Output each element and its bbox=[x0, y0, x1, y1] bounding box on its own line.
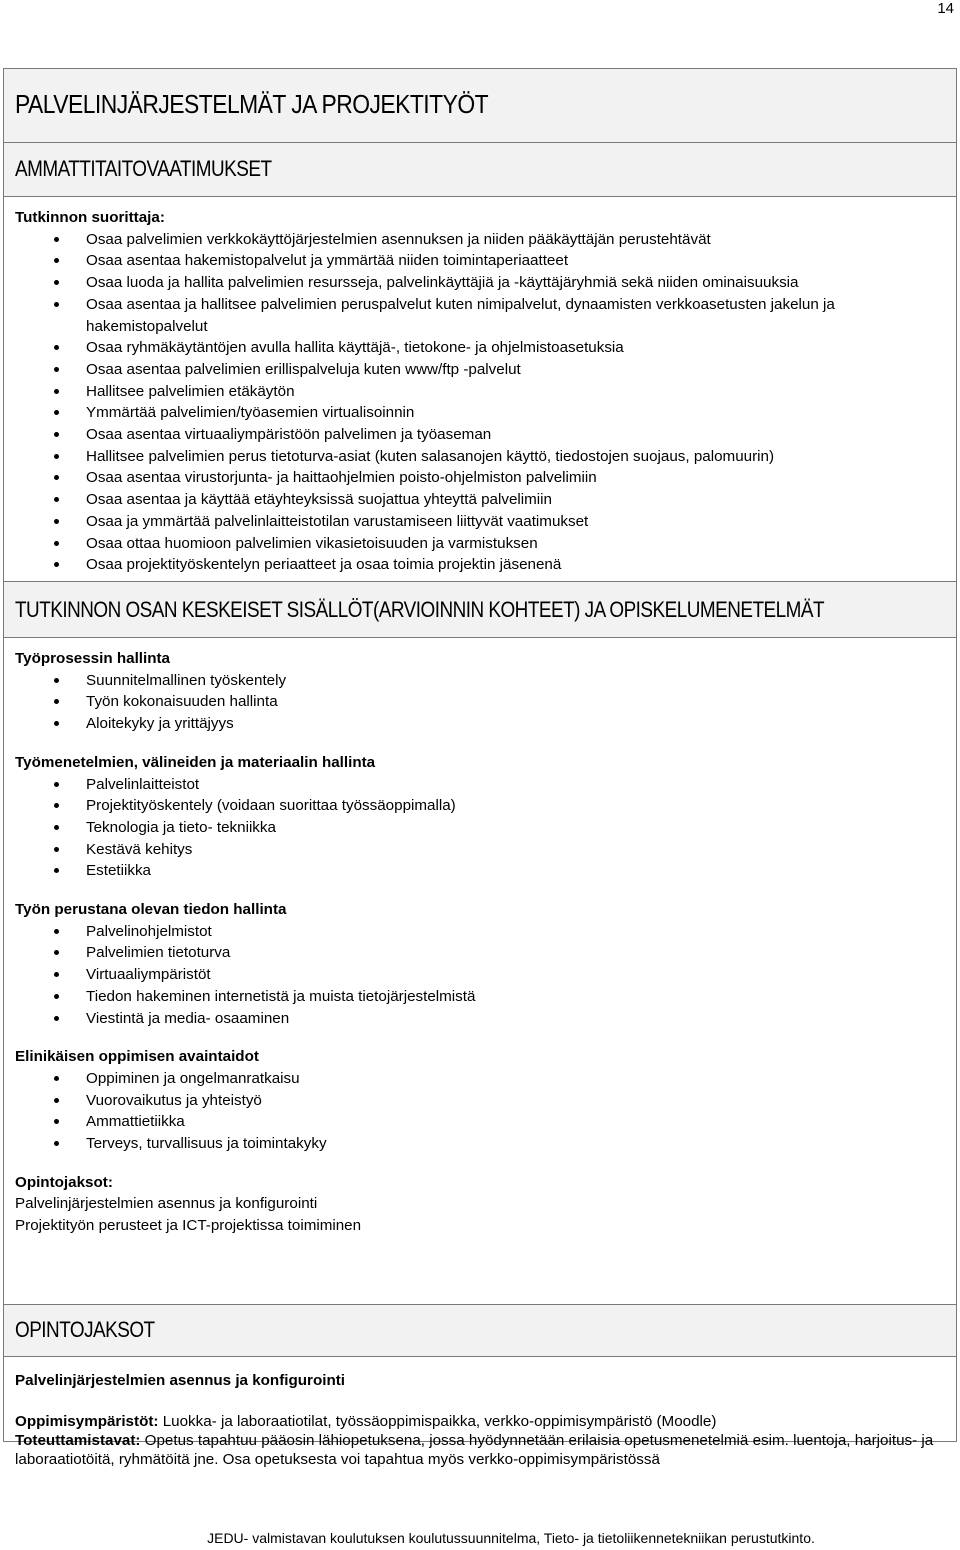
list-item: Työn kokonaisuuden hallinta bbox=[15, 691, 950, 713]
section-content-ammattitaitovaatimukset bbox=[4, 196, 956, 581]
list-item: Terveys, turvallisuus ja toimintakyky bbox=[15, 1133, 950, 1155]
list-item: Osaa ottaa huomioon palvelimien vikasietoisuuden ja varmistuksen bbox=[15, 533, 950, 555]
course-title: Palvelinjärjestelmien asennus ja konfigurointi bbox=[15, 1372, 346, 1389]
group-list bbox=[15, 1068, 950, 1155]
list-item: Osaa asentaa ja käyttää etäyhteyksissä suojattua yhteyttä palvelimiin bbox=[15, 489, 950, 511]
document-table bbox=[3, 68, 957, 1468]
skills-block bbox=[15, 207, 950, 576]
list-item: Ymmärtää palvelimien/työasemien virtualisoinnin bbox=[15, 402, 950, 424]
page-title: PALVELINJÄRJESTELMÄT JA PROJEKTITYÖT bbox=[15, 89, 489, 119]
learning-environment bbox=[15, 1412, 950, 1431]
title-row bbox=[4, 69, 956, 142]
list-item: Tiedon hakeminen internetistä ja muista tietojärjestelmistä bbox=[15, 986, 950, 1008]
list-item: Hallitsee palvelimien etäkäytön bbox=[15, 381, 950, 403]
impl-label: Toteuttamistavat: bbox=[15, 1432, 141, 1449]
footer-text: JEDU- valmistavan koulutuksen koulutussuunnitelma, Tieto- ja tietoliikennetekniikan perustutkinto. bbox=[207, 1530, 815, 1546]
list-item: Osaa asentaa virustorjunta- ja haittaohjelmien poisto-ohjelmiston palvelimiin bbox=[15, 467, 950, 489]
list-item: Osaa palvelimien verkkokäyttöjärjestelmien asennuksen ja niiden pääkäyttäjän perustehtävät bbox=[15, 229, 950, 251]
group-list bbox=[15, 774, 950, 883]
list-item: Osaa asentaa virtuaaliympäristöön palvelimen ja työaseman bbox=[15, 424, 950, 446]
list-item: Osaa projektityöskentelyn periaatteet ja osaa toimia projektin jäsenenä bbox=[15, 554, 950, 576]
env-text: Luokka- ja laboraatiotilat, työssäoppimispaikka, verkko-oppimisympäristö (Moodle) bbox=[158, 1413, 717, 1430]
list-item: Osaa ryhmäkäytäntöjen avulla hallita käyttäjä-, tietokone- ja ohjelmistoasetuksia bbox=[15, 337, 950, 359]
section-title: TUTKINNON OSAN KESKEISET SISÄLLÖT(ARVIOINNIN KOHTEET) JA OPISKELUMENETELMÄT bbox=[15, 597, 825, 622]
impl-text: Opetus tapahtuu pääosin lähiopetuksena, jossa hyödynnetään erilaisia opetusmenetelmiä esim. luentoja, harjoitus- ja laboraatiotöitä, ryhmätöitä jne. Osa opetuksesta voi tapahtua myös verkko-oppimisympäristössä bbox=[15, 1432, 934, 1468]
course-details-row bbox=[4, 1356, 956, 1468]
list-item: Vuorovaikutus ja yhteistyö bbox=[15, 1090, 950, 1112]
opintojakso-item: Projektityön perusteet ja ICT-projektissa toimiminen bbox=[15, 1217, 362, 1235]
implementation bbox=[15, 1431, 950, 1469]
group-heading: Elinikäisen oppimisen avaintaidot bbox=[15, 1048, 259, 1066]
list-item: Suunnitelmallinen työskentely bbox=[15, 670, 950, 692]
page-footer bbox=[0, 1530, 960, 1546]
opintojaksot-heading: Opintojaksot: bbox=[15, 1173, 113, 1191]
list-item: Ammattietiikka bbox=[15, 1111, 950, 1133]
list-item: Osaa asentaa ja hallitsee palvelimien peruspalvelut kuten nimipalvelut, dynaamisten verkkoasetusten jakelun ja hakemistopalvelut bbox=[15, 294, 950, 337]
group-heading: Työprosessin hallinta bbox=[15, 650, 171, 667]
list-item: Virtuaaliympäristöt bbox=[15, 964, 950, 986]
list-item: Projektityöskentely (voidaan suorittaa työssäoppimalla) bbox=[15, 795, 950, 817]
list-item: Osaa asentaa palvelimien erillispalveluja kuten www/ftp -palvelut bbox=[15, 359, 950, 381]
list-item: Viestintä ja media- osaaminen bbox=[15, 1008, 950, 1030]
skills-list bbox=[15, 229, 950, 576]
list-item: Osaa ja ymmärtää palvelinlaitteistotilan varustamiseen liittyvät vaatimukset bbox=[15, 511, 950, 533]
list-item: Teknologia ja tieto- tekniikka bbox=[15, 817, 950, 839]
list-item: Palvelinlaitteistot bbox=[15, 774, 950, 796]
section-content-keskeiset-sisallot bbox=[4, 637, 956, 1304]
contents-block bbox=[15, 648, 950, 1237]
section-title: AMMATTITAITOVAATIMUKSET bbox=[15, 156, 272, 181]
section-header-keskeiset-sisallot bbox=[4, 581, 956, 637]
group-list bbox=[15, 670, 950, 735]
list-item: Oppiminen ja ongelmanratkaisu bbox=[15, 1068, 950, 1090]
section-title: OPINTOJAKSOT bbox=[15, 1317, 155, 1342]
course-details bbox=[15, 1412, 950, 1469]
list-item: Hallitsee palvelimien perus tietoturva-asiat (kuten salasanojen käyttö, tiedostojen suojaus, palomuurin) bbox=[15, 446, 950, 468]
section-header-ammattitaitovaatimukset bbox=[4, 142, 956, 196]
list-item: Osaa luoda ja hallita palvelimien resursseja, palvelinkäyttäjiä ja -käyttäjäryhmiä sekä niiden ominaisuuksia bbox=[15, 272, 950, 294]
list-item: Palvelimien tietoturva bbox=[15, 942, 950, 964]
group-heading: Työmenetelmien, välineiden ja materiaalin hallinta bbox=[15, 753, 376, 771]
list-item: Estetiikka bbox=[15, 860, 950, 882]
list-item: Palvelinohjelmistot bbox=[15, 921, 950, 943]
list-item: Aloitekyky ja yrittäjyys bbox=[15, 713, 950, 735]
env-label: Oppimisympäristöt: bbox=[15, 1413, 159, 1430]
section-header-opintojaksot bbox=[4, 1304, 956, 1356]
group-heading: Työn perustana olevan tiedon hallinta bbox=[15, 901, 287, 919]
group-list bbox=[15, 921, 950, 1030]
page-number: 14 bbox=[937, 0, 954, 17]
list-item: Kestävä kehitys bbox=[15, 839, 950, 861]
skills-heading: Tutkinnon suorittaja: bbox=[15, 209, 165, 226]
list-item: Osaa asentaa hakemistopalvelut ja ymmärtää niiden toimintaperiaatteet bbox=[15, 250, 950, 272]
opintojakso-item: Palvelinjärjestelmien asennus ja konfigurointi bbox=[15, 1195, 318, 1213]
